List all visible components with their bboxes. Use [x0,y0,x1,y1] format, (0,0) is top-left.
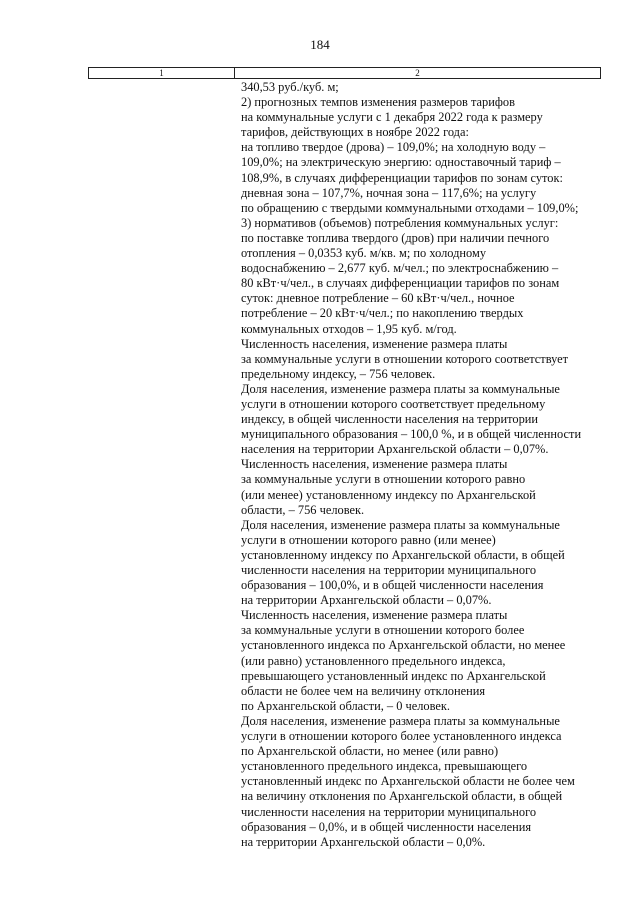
text-line: потребление – 20 кВт·ч/чел.; по накоплению твердых [241,306,524,321]
text-line: 2) прогнозных темпов изменения размеров тарифов [241,95,515,110]
column-number-2: 2 [235,68,601,79]
text-line: на коммунальные услуги с 1 декабря 2022 года к размеру [241,110,543,125]
text-line: услуги в отношении которого более установленного индекса [241,729,562,744]
text-line: по поставке топлива твердого (дров) при наличии печного [241,230,550,245]
text-line: установленного предельного индекса, превышающего [241,759,528,774]
text-line: образования – 100,0%, и в общей численности населения [241,578,544,593]
text-line: Доля населения, изменение размера платы за коммунальные [241,713,560,728]
document-body-text [241,80,603,850]
text-line: Доля населения, изменение размера платы за коммунальные [241,381,560,396]
text-line: водоснабжению – 2,677 куб. м/чел.; по электроснабжению – [241,261,559,276]
text-line: дневная зона – 107,7%, ночная зона – 117,6%; на услугу [241,185,537,200]
text-line: за коммунальные услуги в отношении которого равно [241,472,526,487]
column-header-table [88,67,601,79]
text-line: муниципального образования – 100,0 %, и в общей численности [241,427,582,442]
page-number: 184 [310,37,330,52]
text-line: на территории Архангельской области – 0,0%. [241,834,486,849]
text-line: Численность населения, изменение размера платы [241,336,508,351]
text-line: по Архангельской области, – 0 человек. [241,698,451,713]
text-line: 108,9%, в случаях дифференциации тарифов по зонам суток: [241,170,563,185]
text-line: (или равно) установленного предельного индекса, [241,653,506,668]
text-line: за коммунальные услуги в отношении которого более [241,623,525,638]
text-line: предельному индексу, – 756 человек. [241,366,436,381]
text-line: услуги в отношении которого равно (или менее) [241,532,496,547]
text-line: по обращению с твердыми коммунальными отходами – 109,0%; [241,200,579,215]
text-line: численности населения на территории муниципального [241,804,537,819]
text-line: Численность населения, изменение размера платы [241,457,508,472]
text-line: превышающего установленный индекс по Архангельской [241,668,546,683]
table-header-row [89,68,601,79]
text-line: установленному индексу по Архангельской области, в общей [241,547,565,562]
text-line: образования – 0,0%, и в общей численности населения [241,819,532,834]
text-line: по Архангельской области, но менее (или равно) [241,744,499,759]
text-line: области не более чем на величину отклонения [241,683,486,698]
text-line: численности населения на территории муниципального [241,563,537,577]
text-line: отопления – 0,0353 куб. м/кв. м; по холодному [241,246,487,261]
column-number-1: 1 [89,68,235,79]
text-line: области, – 756 человек. [241,502,365,517]
text-line: установленный индекс по Архангельской области не более чем [241,774,575,789]
text-line: суток: дневное потребление – 60 кВт·ч/чел., ночное [241,291,515,306]
text-line: за коммунальные услуги в отношении которого соответствует [241,351,569,366]
text-line: установленного индекса по Архангельской области, но менее [241,638,566,653]
text-line: Численность населения, изменение размера платы [241,608,508,623]
text-line: Доля населения, изменение размера платы за коммунальные [241,517,560,532]
text-line: коммунальных отходов – 1,95 куб. м/год. [241,321,457,336]
text-line: 340,53 руб./куб. м; [241,80,339,94]
text-line: (или менее) установленному индексу по Архангельской [241,487,536,502]
text-line: на топливо твердое (дрова) – 109,0%; на холодную воду – [241,140,546,155]
text-line: 109,0%; на электрическую энергию: одноставочный тариф – [241,155,561,170]
text-line: на величину отклонения по Архангельской области, в общей [241,789,563,804]
text-line: индексу, в общей численности населения на территории [241,412,539,427]
text-line: тарифов, действующих в ноябре 2022 года: [241,125,469,140]
text-line: 80 кВт·ч/чел., в случаях дифференциации тарифов по зонам [241,276,560,291]
text-line: на территории Архангельской области – 0,07%. [241,593,492,608]
text-line: 3) нормативов (объемов) потребления коммунальных услуг: [241,215,559,230]
text-line: услуги в отношении которого соответствует предельному [241,396,546,411]
text-line: населения на территории Архангельской области – 0,07%. [241,442,549,457]
